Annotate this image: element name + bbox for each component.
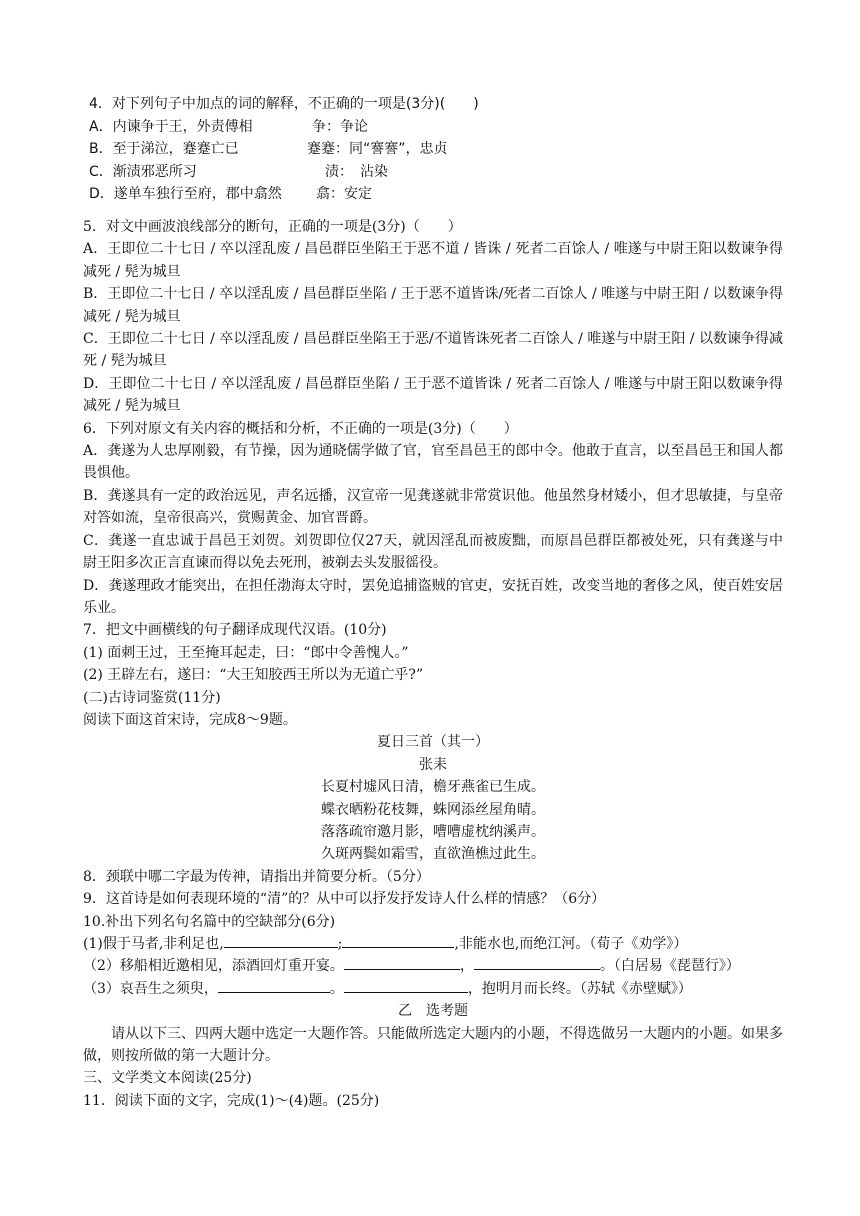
question-6-option-b: B．龚遂具有一定的政治远见，声名远播，汉宣帝一见龚遂就非常赏识他。他虽然身材矮小，但才思敏捷，与皇帝对答如流，皇帝很高兴，赏赐黄金、加官晋爵。 (83, 487, 783, 527)
poem (83, 731, 783, 865)
fill-text: ，抱明月而长终。（苏轼《赤壁赋》） (467, 980, 692, 997)
question-9: 9．这首诗是如何表现环境的“清”的？从中可以抒发抒发诗人什么样的情感？（6分） (83, 891, 606, 908)
poem-line: 蝶衣晒粉花枝舞，蛛网添丝屋角晴。 (321, 801, 545, 818)
fill-text: (1)假于马者,非利足也, (83, 936, 224, 952)
section-2-instruction: 阅读下面这首宋诗，完成8～9题。 (83, 711, 297, 728)
question-7-title: 7．把文中画横线的句子翻译成现代汉语。(10分) (83, 622, 387, 639)
question-4-option-c (89, 161, 789, 184)
section-yi-instruction: 请从以下三、四两大题中选定一大题作答。只能做所选定大题内的小题，不得选做另一大题内的小题。如果多做，则按所做的第一大题计分。 (83, 1025, 783, 1065)
question-6-option-d: D．龚遂理政才能突出，在担任渤海太守时，罢免追捕盗贼的官吏，安抚百姓，改变当地的奢侈之风，使百姓安居乐业。 (83, 577, 783, 616)
question-7-item-2: (2) 王辟左右，遂曰：“大王知胶西王所以为无道亡乎?” (83, 667, 424, 684)
question-7-item-1: (1) 面刺王过，王至掩耳起走，曰：“郎中令善愧人。” (83, 644, 409, 661)
option-gloss: 渍： 沾染 (325, 163, 388, 180)
option-sentence: A．内谏争于王，外责傅相 (89, 118, 253, 135)
answer-blank[interactable] (224, 933, 338, 948)
fill-text: 。（白居易《琵琶行》） (599, 958, 740, 975)
question-10-line-2 (83, 955, 783, 977)
question-5-title: 5．对文中画波浪线部分的断句，正确的一项是(3分)（ ） (83, 219, 462, 235)
poem-line: 久斑两鬓如霜雪，直欲渔樵过此生。 (321, 846, 545, 863)
question-4-option-a (89, 116, 789, 139)
option-sentence: C．渐渍邪恶所习 (89, 163, 197, 180)
section-3-title: 三、文学类文本阅读(25分) (83, 1070, 252, 1087)
answer-blank[interactable] (344, 978, 468, 993)
fill-text: （2）移船相近邀相见，添酒回灯重开宴。 (83, 958, 344, 975)
answer-blank[interactable] (342, 933, 454, 948)
answer-blank[interactable] (344, 955, 460, 970)
question-11: 11．阅读下面的文字，完成(1)～(4)题。(25分) (83, 1092, 380, 1109)
question-5-option-c: C．王即位二十七日 / 卒以淫乱废 / 昌邑群臣坐陷王于恶/不道皆诛死者二百馀人 / 唯遂与中尉王阳 / 以数谏争得减死 / 髡为城旦 (83, 331, 783, 370)
poem-line: 落落疏帘邀月影，嘈嘈虚枕纳溪声。 (321, 823, 545, 840)
option-gloss: 争：争论 (312, 118, 368, 135)
question-4 (89, 93, 789, 206)
section-2-title: (二)古诗词鉴赏(11分) (83, 689, 221, 706)
question-5-option-b: B．王即位二十七日 / 卒以淫乱废 / 昌邑群臣坐陷 / 王于恶不道皆诛/死者二百馀人 / 唯遂与中尉王阳 / 以数谏争得减死 / 髡为城旦 (83, 286, 783, 325)
question-6-option-c: C．龚遂一直忠诚于昌邑王刘贺。刘贺即位仅27天，就因淫乱而被废黜，而原昌邑群臣都被处死，只有龚遂与中尉王阳多次正言直谏而得以免去死刑，被剃去头发服徭役。 (83, 532, 783, 572)
option-gloss: 蹇蹇：同“謇謇”，忠贞 (307, 141, 448, 158)
section-yi-title: 乙 选考题 (398, 1003, 468, 1020)
poem-title: 夏日三首（其一） (377, 734, 489, 751)
answer-blank[interactable] (218, 978, 330, 993)
main-content (83, 216, 783, 1112)
fill-text: 。 (329, 980, 344, 997)
question-4-option-d (89, 183, 789, 206)
option-sentence: D．遂单车独行至府，郡中翕然 (89, 186, 282, 203)
fill-text: ,非能水也,而绝江河。（荀子《劝学》） (454, 936, 688, 952)
question-8: 8．颈联中哪二字最为传神，请指出并简要分析。（5分） (83, 868, 430, 885)
question-10-line-1 (83, 933, 783, 955)
fill-text: ; (337, 936, 343, 952)
question-5-option-a: A．王即位二十七日 / 卒以淫乱废 / 昌邑群臣坐陷王于恶不道 / 皆诛 / 死者二百馀人 / 唯遂与中尉王阳以数谏争得减死 / 髡为城旦 (83, 241, 783, 280)
question-10-line-3 (83, 978, 783, 1000)
question-5-option-d: D．王即位二十七日 / 卒以淫乱废 / 昌邑群臣坐陷 / 王于恶不道皆诛 / 死者二百馀人 / 唯遂与中尉王阳以数谏争得减死 / 髡为城旦 (83, 375, 783, 415)
option-gloss: 翕：安定 (316, 186, 372, 203)
question-4-option-b (89, 138, 789, 161)
question-6-title: 6．下列对原文有关内容的概括和分析，不正确的一项是(3分)（ ） (83, 420, 518, 437)
fill-text: （3）哀吾生之须臾， (83, 980, 218, 997)
option-sentence: B．至于涕泣，蹇蹇亡已 (89, 141, 239, 158)
question-6-option-a: A．龚遂为人忠厚刚毅，有节操，因为通晓儒学做了官，官至昌邑王的郎中令。他敢于直言，以至昌邑王和国人都畏惧他。 (83, 443, 783, 482)
answer-blank[interactable] (474, 955, 600, 970)
poem-author: 张耒 (419, 756, 447, 773)
question-10-title: 10.补出下列名句名篇中的空缺部分(6分) (83, 913, 336, 930)
fill-text: ， (459, 958, 474, 975)
poem-line: 长夏村墟风日清，檐牙燕雀已生成。 (321, 779, 545, 796)
question-4-title: 4．对下列句子中加点的词的解释，不正确的一项是(3分)( ) (89, 96, 479, 112)
